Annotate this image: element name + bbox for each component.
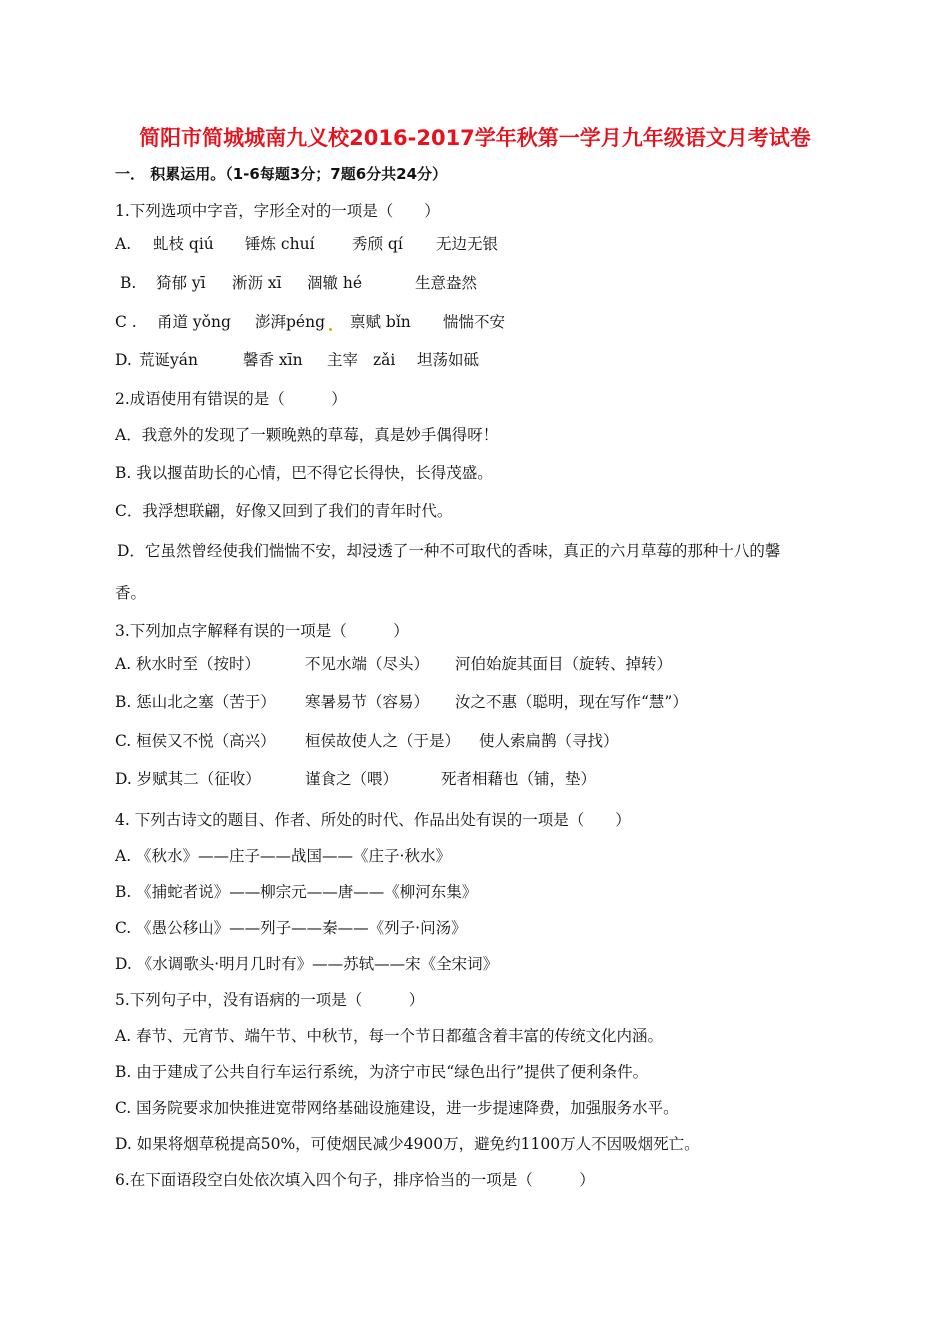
question-2-option-d: D．它虽然曾经使我们惴惴不安，却浸透了一种不可取代的香味，真正的六月草莓的那种十八的馨 bbox=[117, 542, 781, 560]
question-5-option-b: B. 由于建成了公共自行车运行系统，为济宁市民“绿色出行”提供了便利条件。 bbox=[115, 1063, 649, 1081]
option-word: 淅沥 xī bbox=[232, 274, 282, 292]
question-3-option-b bbox=[115, 691, 688, 713]
option-word: 禀赋 bǐn bbox=[350, 313, 411, 331]
option-word: zǎi bbox=[373, 351, 396, 369]
option-part: 使人索扁鹊（寻找） bbox=[479, 732, 619, 750]
stray-dot bbox=[329, 328, 332, 331]
option-letter: A. bbox=[115, 235, 132, 253]
question-5-option-a: A. 春节、元宵节、端午节、中秋节，每一个节日都蕴含着丰富的传统文化内涵。 bbox=[115, 1027, 664, 1045]
option-part: 桓侯故使人之（于是） bbox=[305, 732, 461, 750]
question-2-option-b: B. 我以揠苗助长的心情，巴不得它长得快，长得茂盛。 bbox=[115, 464, 493, 482]
question-3-option-a bbox=[115, 653, 672, 675]
question-3-option-c bbox=[115, 730, 619, 752]
option-word: 虬枝 qiú bbox=[153, 235, 214, 253]
option-word: 猗郁 yī bbox=[156, 274, 206, 292]
question-2-option-d-cont: 香。 bbox=[115, 584, 147, 602]
question-4-option-c: C. 《愚公移山》——列子——秦——《列子·问汤》 bbox=[115, 919, 467, 937]
option-part: 寒暑易节（容易） bbox=[305, 693, 430, 711]
option-part: B. 惩山北之塞（苦于） bbox=[115, 693, 276, 711]
question-2-option-a: A．我意外的发现了一颗晚熟的草莓，真是妙手偶得呀！ bbox=[115, 426, 499, 444]
option-word: 主宰 bbox=[327, 351, 359, 369]
question-4-option-a: A. 《秋水》——庄子——战国——《庄子·秋水》 bbox=[115, 847, 451, 865]
page-title: 简阳市简城城南九义校2016-2017学年秋第一学月九年级语文月考试卷 bbox=[139, 126, 811, 150]
question-5-option-d: D. 如果将烟草税提高50%，可使烟民减少4900万，避免约1100万人不因吸烟死亡。 bbox=[115, 1135, 700, 1153]
question-5-stem: 5.下列句子中，没有语病的一项是（ ） bbox=[115, 991, 425, 1009]
option-word: 坦荡如砥 bbox=[417, 351, 480, 369]
option-word: 馨香 xīn bbox=[243, 351, 303, 369]
section-heading: 一． 积累运用。（1-6每题3分；7题6分共24分） bbox=[115, 165, 448, 183]
option-word: 荒诞yán bbox=[139, 351, 198, 369]
question-6-stem: 6.在下面语段空白处依次填入四个句子，排序恰当的一项是（ ） bbox=[115, 1171, 595, 1189]
option-word: 甬道 yǒng bbox=[157, 313, 231, 331]
question-1-option-c bbox=[115, 311, 505, 333]
question-1-option-b bbox=[120, 272, 477, 294]
question-4-stem: 4. 下列古诗文的题目、作者、所处的时代、作品出处有误的一项是（ ） bbox=[115, 811, 631, 829]
option-part: 死者相藉也（铺，垫） bbox=[441, 770, 597, 788]
question-3-option-d bbox=[115, 768, 596, 790]
question-3-stem: 3.下列加点字解释有误的一项是（ ） bbox=[115, 622, 409, 640]
option-part: C. 桓侯又不悦（高兴） bbox=[115, 732, 276, 750]
question-1-option-d bbox=[115, 349, 479, 371]
question-4-option-b: B. 《捕蛇者说》——柳宗元——唐——《柳河东集》 bbox=[115, 883, 478, 901]
option-part: 不见水端（尽头） bbox=[305, 655, 430, 673]
option-letter: B. bbox=[120, 274, 137, 292]
question-1-stem: 1.下列选项中字音，字形全对的一项是（ ） bbox=[115, 202, 440, 220]
option-letter: C . bbox=[115, 313, 137, 331]
option-word: 秀颀 qí bbox=[352, 235, 403, 253]
option-word: 无边无银 bbox=[436, 235, 499, 253]
question-5-option-c: C. 国务院要求加快推进宽带网络基础设施建设，进一步提速降费，加强服务水平。 bbox=[115, 1099, 679, 1117]
option-word: 锤炼 chuí bbox=[245, 235, 315, 253]
option-part: D. 岁赋其二（征收） bbox=[115, 770, 261, 788]
option-part: 河伯始旋其面目（旋转、掉转） bbox=[455, 655, 673, 673]
question-2-option-c: C．我浮想联翩，好像又回到了我们的青年时代。 bbox=[115, 502, 453, 520]
option-part: A. 秋水时至（按时） bbox=[115, 655, 261, 673]
question-2-stem: 2.成语使用有错误的是（ ） bbox=[115, 390, 347, 408]
question-1-option-a bbox=[115, 233, 498, 255]
option-word: 惴惴不安 bbox=[443, 313, 506, 331]
question-4-option-d: D. 《水调歌头·明月几时有》——苏轼——宋《全宋词》 bbox=[115, 955, 499, 973]
option-word: 生意盎然 bbox=[415, 274, 478, 292]
option-word: 涸辙 hé bbox=[307, 274, 363, 292]
option-part: 谨食之（喂） bbox=[305, 770, 399, 788]
option-letter: D. bbox=[115, 351, 132, 369]
option-word: 澎湃péng bbox=[255, 313, 325, 331]
option-part: 汝之不惠（聪明，现在写作“慧”） bbox=[455, 693, 688, 711]
